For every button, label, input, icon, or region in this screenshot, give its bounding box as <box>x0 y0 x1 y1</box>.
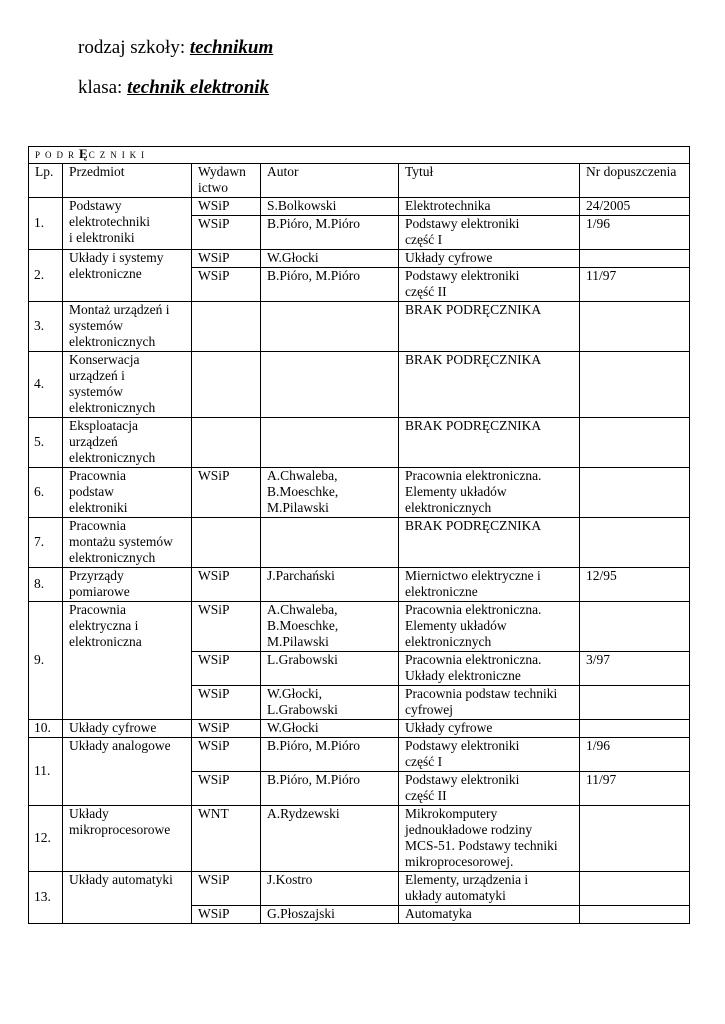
school-type-label: rodzaj szkoły: <box>78 37 190 58</box>
row-lp: 4. <box>29 352 63 418</box>
row-subject: Montaż urządzeń i systemów elektronicznych <box>63 302 192 352</box>
table-title-part1: PODR <box>35 150 80 160</box>
row-title: Układy cyfrowe <box>399 720 580 738</box>
table-row <box>29 720 690 738</box>
row-lp: 7. <box>29 518 63 568</box>
row-lp: 13. <box>29 872 63 924</box>
school-type-value: technikum <box>189 37 274 58</box>
row-publisher: WSiP <box>192 468 261 518</box>
table-row <box>29 568 690 602</box>
school-type-line <box>78 36 273 60</box>
row-author: W.Głocki, L.Grabowski <box>261 686 399 720</box>
row-number <box>580 906 690 924</box>
row-title: Mikrokomputery jednoukładowe rodziny MCS-51. Podstawy techniki mikroprocesorowej. <box>399 806 580 872</box>
row-number <box>580 352 690 418</box>
row-number <box>580 518 690 568</box>
table-row <box>29 198 690 216</box>
table-title-row <box>29 147 690 164</box>
row-lp: 8. <box>29 568 63 602</box>
row-title: Układy cyfrowe <box>399 250 580 268</box>
row-number: 3/97 <box>580 652 690 686</box>
row-publisher: WSiP <box>192 216 261 250</box>
class-line <box>78 76 269 100</box>
class-value: technik elektronik <box>127 77 270 98</box>
table-row <box>29 872 690 906</box>
col-header-publisher: Wydawn ictwo <box>192 164 261 198</box>
row-number <box>580 250 690 268</box>
class-label: klasa: <box>78 77 128 98</box>
row-title: Elementy, urządzenia i układy automatyki <box>399 872 580 906</box>
row-number <box>580 872 690 906</box>
row-author: S.Bolkowski <box>261 198 399 216</box>
row-lp: 5. <box>29 418 63 468</box>
row-publisher <box>192 418 261 468</box>
row-publisher <box>192 352 261 418</box>
row-subject: Układy cyfrowe <box>63 720 192 738</box>
table-title-part2: CZNIKI <box>88 150 150 160</box>
row-title: Elektrotechnika <box>399 198 580 216</box>
col-header-number: Nr dopuszczenia <box>580 164 690 198</box>
row-subject: Układy automatyki <box>63 872 192 924</box>
table-row <box>29 302 690 352</box>
table-header-row <box>29 164 690 198</box>
row-author: J.Kostro <box>261 872 399 906</box>
table-row <box>29 418 690 468</box>
textbooks-table <box>28 146 690 924</box>
row-lp: 12. <box>29 806 63 872</box>
row-subject: Układy i systemy elektroniczne <box>63 250 192 302</box>
row-lp: 10. <box>29 720 63 738</box>
col-header-title: Tytuł <box>399 164 580 198</box>
col-header-lp: Lp. <box>29 164 63 198</box>
table-row <box>29 352 690 418</box>
row-number <box>580 418 690 468</box>
row-subject: Podstawy elektrotechniki i elektroniki <box>63 198 192 250</box>
table-title-big-letter: Ę <box>79 146 89 161</box>
row-publisher: WNT <box>192 806 261 872</box>
row-subject: Pracownia podstaw elektroniki <box>63 468 192 518</box>
row-number <box>580 806 690 872</box>
row-subject: Pracownia elektryczna i elektroniczna <box>63 602 192 720</box>
row-author <box>261 302 399 352</box>
row-title: Podstawy elektroniki część II <box>399 772 580 806</box>
row-publisher: WSiP <box>192 772 261 806</box>
row-lp: 2. <box>29 250 63 302</box>
row-author: A.Chwaleba, B.Moeschke, M.Pilawski <box>261 468 399 518</box>
row-lp: 9. <box>29 602 63 720</box>
row-publisher <box>192 302 261 352</box>
row-publisher <box>192 518 261 568</box>
row-number: 1/96 <box>580 216 690 250</box>
row-number: 11/97 <box>580 268 690 302</box>
row-lp: 3. <box>29 302 63 352</box>
row-author <box>261 518 399 568</box>
table-row <box>29 806 690 872</box>
row-lp: 6. <box>29 468 63 518</box>
row-title: BRAK PODRĘCZNIKA <box>399 418 580 468</box>
row-author <box>261 352 399 418</box>
row-subject: Układy mikroprocesorowe <box>63 806 192 872</box>
row-title: Pracownia podstaw techniki cyfrowej <box>399 686 580 720</box>
row-publisher: WSiP <box>192 686 261 720</box>
row-number <box>580 720 690 738</box>
row-author: B.Pióro, M.Pióro <box>261 772 399 806</box>
row-title: BRAK PODRĘCZNIKA <box>399 352 580 418</box>
row-author <box>261 418 399 468</box>
row-subject: Przyrządy pomiarowe <box>63 568 192 602</box>
row-title: Podstawy elektroniki część I <box>399 216 580 250</box>
row-publisher: WSiP <box>192 198 261 216</box>
row-number <box>580 686 690 720</box>
row-publisher: WSiP <box>192 738 261 772</box>
row-publisher: WSiP <box>192 268 261 302</box>
row-author: G.Płoszajski <box>261 906 399 924</box>
row-author: A.Chwaleba, B.Moeschke, M.Pilawski <box>261 602 399 652</box>
row-number <box>580 302 690 352</box>
row-author: B.Pióro, M.Pióro <box>261 268 399 302</box>
row-publisher: WSiP <box>192 568 261 602</box>
row-title: Miernictwo elektryczne i elektroniczne <box>399 568 580 602</box>
row-title: Podstawy elektroniki część II <box>399 268 580 302</box>
row-title: Podstawy elektroniki część I <box>399 738 580 772</box>
row-title: BRAK PODRĘCZNIKA <box>399 302 580 352</box>
table-row <box>29 738 690 772</box>
row-author: A.Rydzewski <box>261 806 399 872</box>
row-title: Pracownia elektroniczna. Elementy układów elektronicznych <box>399 602 580 652</box>
row-number: 12/95 <box>580 568 690 602</box>
table-row <box>29 468 690 518</box>
row-author: B.Pióro, M.Pióro <box>261 738 399 772</box>
row-subject: Konserwacja urządzeń i systemów elektronicznych <box>63 352 192 418</box>
row-author: J.Parchański <box>261 568 399 602</box>
row-subject: Układy analogowe <box>63 738 192 806</box>
col-header-subject: Przedmiot <box>63 164 192 198</box>
row-number: 24/2005 <box>580 198 690 216</box>
table-row <box>29 602 690 652</box>
table-title <box>29 147 690 164</box>
row-title: Automatyka <box>399 906 580 924</box>
row-subject: Eksploatacja urządzeń elektronicznych <box>63 418 192 468</box>
row-subject: Pracownia montażu systemów elektronicznych <box>63 518 192 568</box>
row-title: Pracownia elektroniczna. Elementy układów elektronicznych <box>399 468 580 518</box>
row-author: W.Głocki <box>261 250 399 268</box>
row-author: L.Grabowski <box>261 652 399 686</box>
row-lp: 11. <box>29 738 63 806</box>
table-row <box>29 250 690 268</box>
row-lp: 1. <box>29 198 63 250</box>
row-publisher: WSiP <box>192 906 261 924</box>
row-number: 11/97 <box>580 772 690 806</box>
row-title: BRAK PODRĘCZNIKA <box>399 518 580 568</box>
row-publisher: WSiP <box>192 250 261 268</box>
row-number: 1/96 <box>580 738 690 772</box>
row-author: B.Pióro, M.Pióro <box>261 216 399 250</box>
row-title: Pracownia elektroniczna. Układy elektroniczne <box>399 652 580 686</box>
row-number <box>580 468 690 518</box>
row-author: W.Głocki <box>261 720 399 738</box>
row-number <box>580 602 690 652</box>
row-publisher: WSiP <box>192 602 261 652</box>
table-row <box>29 518 690 568</box>
row-publisher: WSiP <box>192 720 261 738</box>
row-publisher: WSiP <box>192 652 261 686</box>
col-header-author: Autor <box>261 164 399 198</box>
row-publisher: WSiP <box>192 872 261 906</box>
